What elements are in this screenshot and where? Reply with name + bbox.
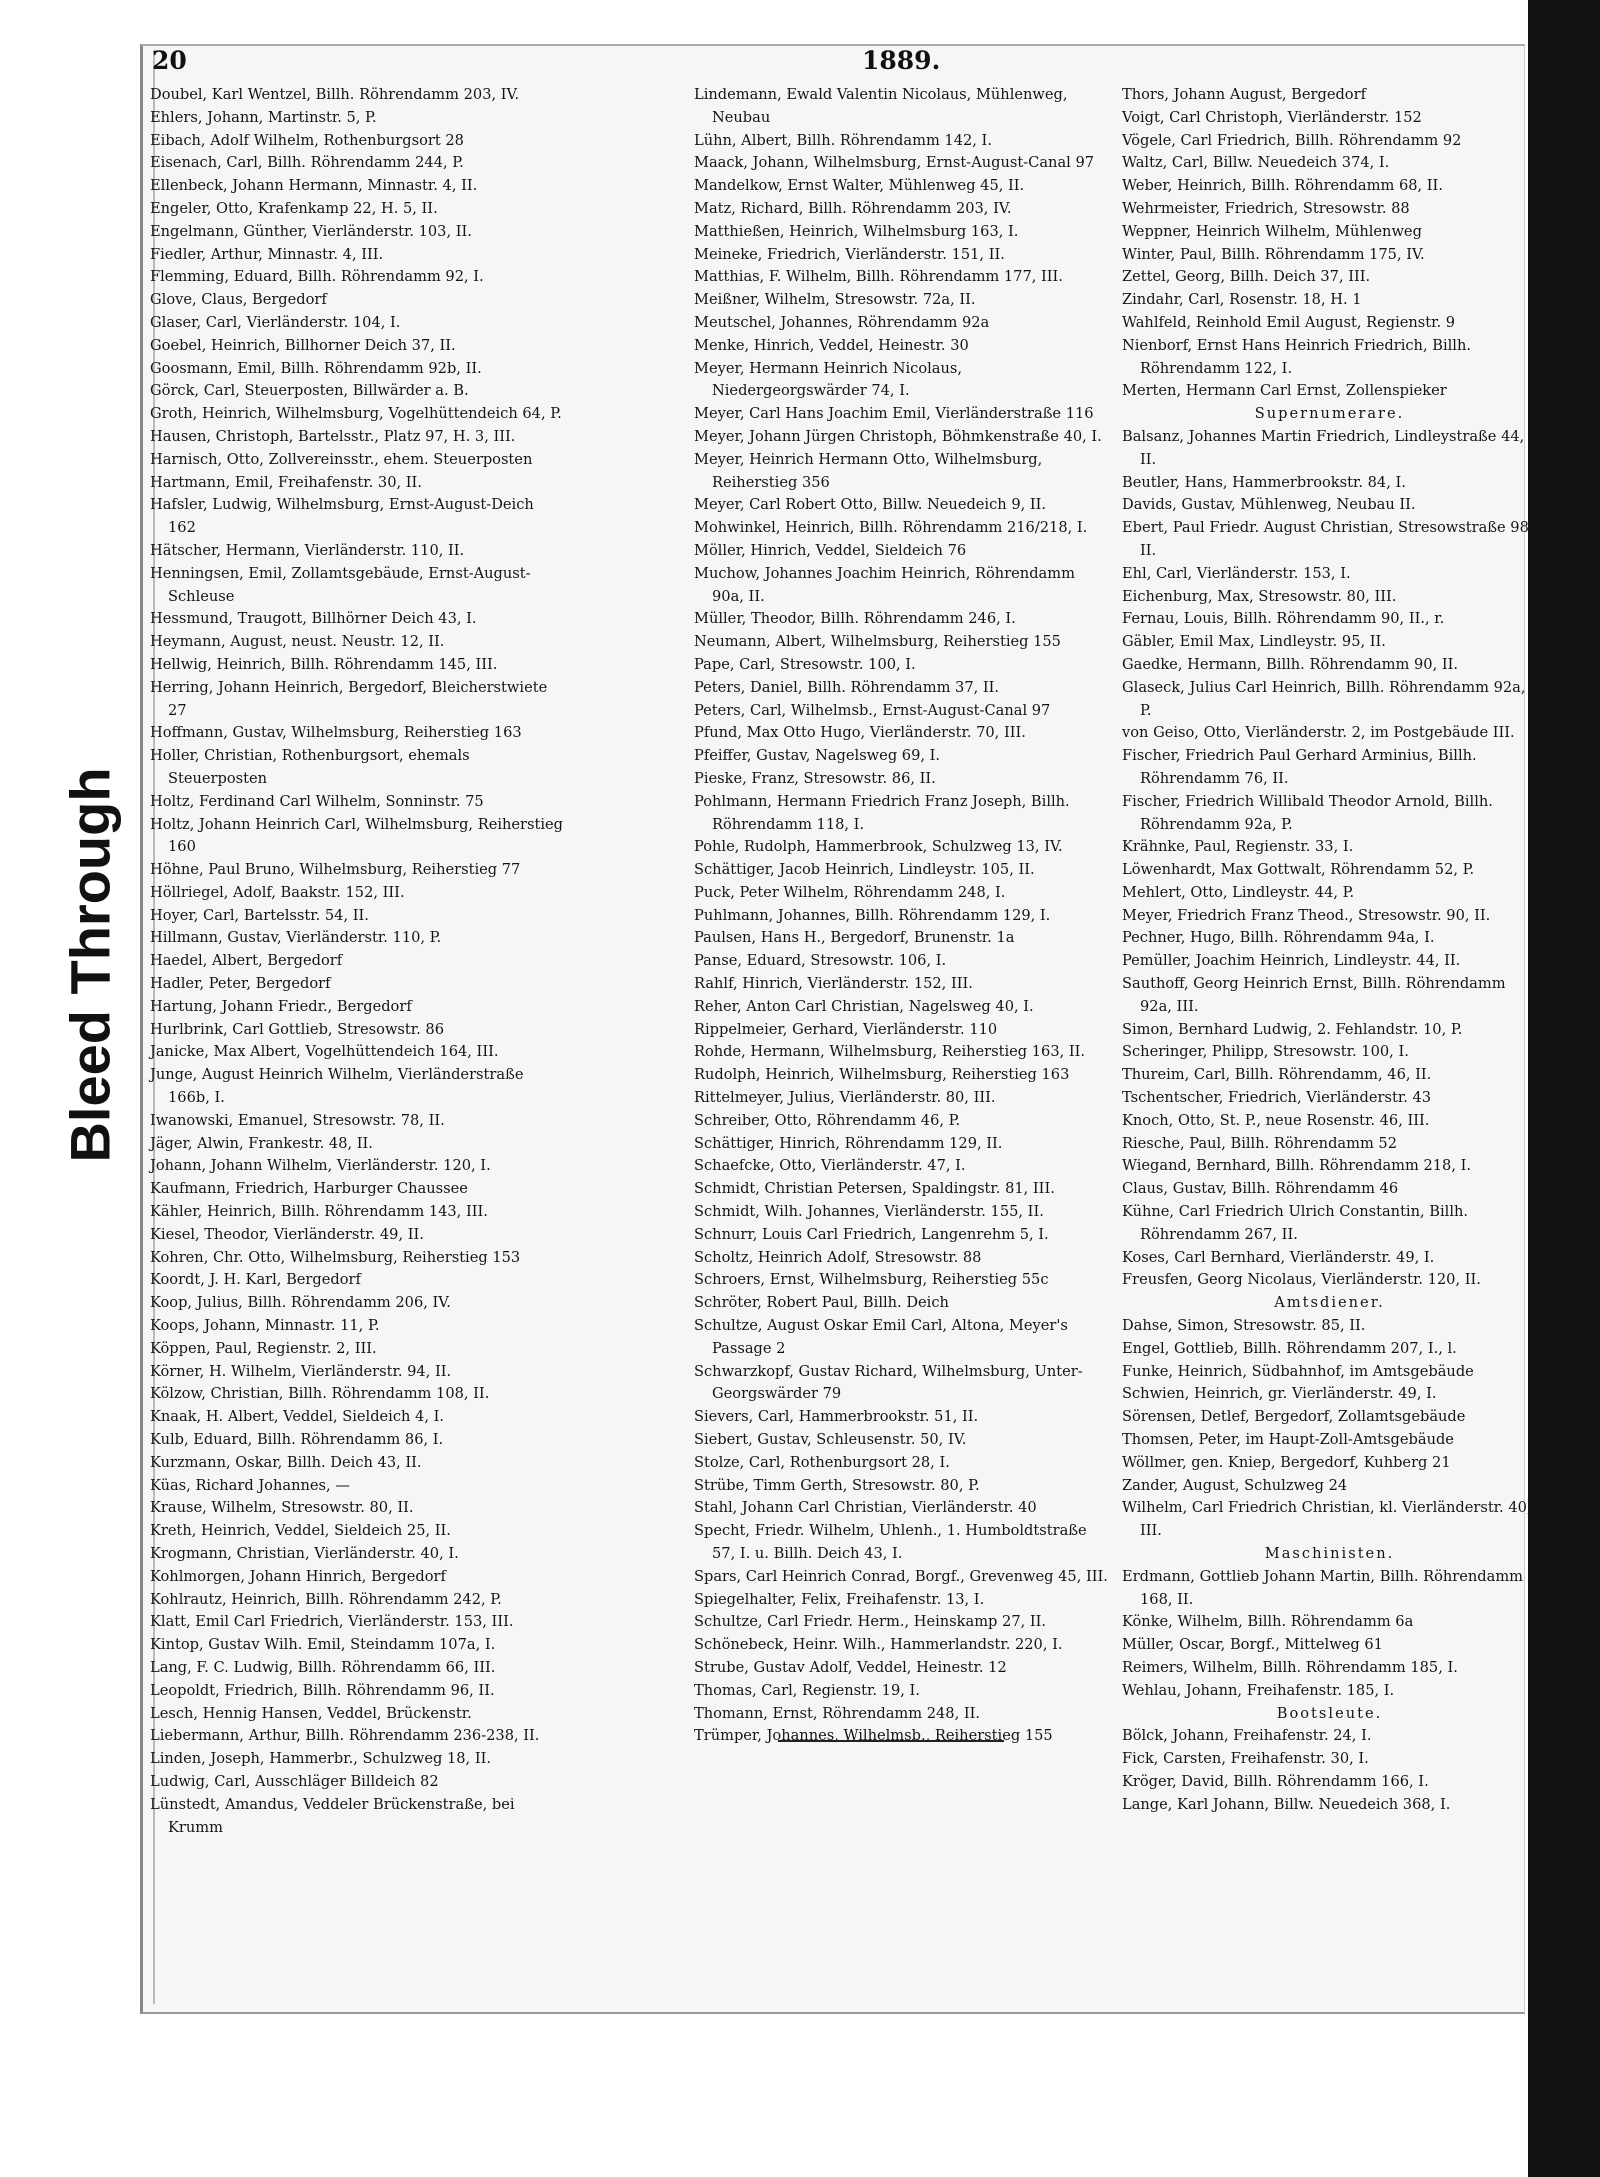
directory-entry: Herring, Johann Heinrich, Bergedorf, Bleicherstwiete 27	[150, 678, 548, 719]
directory-entry: Pechner, Hugo, Billh. Röhrendamm 94a, I.	[1122, 929, 1435, 947]
directory-entry: Wehlau, Johann, Freihafenstr. 185, I.	[1122, 1681, 1395, 1699]
directory-entry: Hillmann, Gustav, Vierländerstr. 110, P.	[150, 929, 442, 947]
directory-entry: Ellenbeck, Johann Hermann, Minnastr. 4, II.	[150, 177, 478, 195]
directory-entry: Hadler, Peter, Bergedorf	[150, 975, 331, 993]
directory-entry: Lange, Karl Johann, Billw. Neuedeich 368, I.	[1122, 1795, 1451, 1813]
directory-entry: Mehlert, Otto, Lindleystr. 44, P.	[1122, 883, 1355, 901]
directory-entry: Engeler, Otto, Krafenkamp 22, H. 5, II.	[150, 199, 438, 217]
directory-entry: Goosmann, Emil, Billh. Röhrendamm 92b, II.	[150, 359, 482, 377]
directory-entry: Kröger, David, Billh. Röhrendamm 166, I.	[1122, 1772, 1429, 1790]
section-heading: Amtsdiener.	[1274, 1294, 1385, 1312]
directory-entry: Krause, Wilhelm, Stresowstr. 80, II.	[150, 1499, 414, 1517]
directory-entry: Wahlfeld, Reinhold Emil August, Regienstr. 9	[1122, 313, 1456, 331]
directory-entry: Kohlmorgen, Johann Hinrich, Bergedorf	[150, 1567, 446, 1585]
directory-entry: Scheringer, Philipp, Stresowstr. 100, I.	[1122, 1043, 1409, 1061]
directory-entry: Pfund, Max Otto Hugo, Vierländerstr. 70, III.	[694, 724, 1026, 742]
directory-entry: Beutler, Hans, Hammerbrookstr. 84, I.	[1122, 473, 1406, 491]
directory-entry: Schättiger, Jacob Heinrich, Lindleystr. 105, II.	[694, 861, 1035, 879]
directory-entry: Fernau, Louis, Billh. Röhrendamm 90, II., r.	[1122, 610, 1445, 628]
directory-entry: Paulsen, Hans H., Bergedorf, Brunenstr. 1a	[694, 929, 1015, 947]
directory-entry: Könke, Wilhelm, Billh. Röhrendamm 6a	[1122, 1613, 1414, 1631]
page-number: 20	[152, 46, 187, 75]
directory-entry: Davids, Gustav, Mühlenweg, Neubau II.	[1122, 496, 1416, 514]
directory-entry: Kähler, Heinrich, Billh. Röhrendamm 143, III.	[150, 1203, 488, 1221]
directory-entry: Goebel, Heinrich, Billhorner Deich 37, II.	[150, 336, 456, 354]
directory-entry: Eisenach, Carl, Billh. Röhrendamm 244, P.	[150, 154, 464, 172]
directory-entry: Jäger, Alwin, Frankestr. 48, II.	[150, 1134, 373, 1152]
directory-entry: Linden, Joseph, Hammerbr., Schulzweg 18, II.	[150, 1750, 491, 1768]
directory-entry: Lang, F. C. Ludwig, Billh. Röhrendamm 66, III.	[150, 1658, 496, 1676]
directory-entry: Meyer, Carl Hans Joachim Emil, Vierländerstraße 116	[694, 405, 1094, 423]
directory-entry: Meineke, Friedrich, Vierländerstr. 151, II.	[694, 245, 1005, 263]
section-heading: Maschinisten.	[1264, 1545, 1395, 1562]
directory-entry: Glaser, Carl, Vierländerstr. 104, I.	[150, 313, 401, 331]
directory-entry: Schwien, Heinrich, gr. Vierländerstr. 49, I.	[1122, 1385, 1437, 1403]
directory-entry: Maack, Johann, Wilhelmsburg, Ernst-August-Canal 97	[694, 154, 1095, 172]
directory-entry: Flemming, Eduard, Billh. Röhrendamm 92, I.	[150, 268, 484, 286]
directory-entry: Hoffmann, Gustav, Wilhelmsburg, Reiherstieg 163	[150, 724, 522, 742]
directory-entry: Claus, Gustav, Billh. Röhrendamm 46	[1122, 1180, 1399, 1198]
directory-entry: Schroers, Ernst, Wilhelmsburg, Reiherstieg 55c	[694, 1271, 1049, 1289]
directory-entry: Lindemann, Ewald Valentin Nicolaus, Mühlenweg, Neubau	[694, 86, 1068, 126]
directory-entry: Thomas, Carl, Regienstr. 19, I.	[694, 1681, 920, 1699]
section-heading: Supernumerare.	[1254, 405, 1405, 423]
directory-entry: Peters, Carl, Wilhelmsb., Ernst-August-Canal 97	[694, 701, 1051, 719]
directory-entry: Glaseck, Julius Carl Heinrich, Billh. Röhrendamm 92a, P.	[1122, 678, 1526, 719]
page-year: 1889.	[862, 46, 941, 75]
directory-entry: Vögele, Carl Friedrich, Billh. Röhrendamm 92	[1122, 131, 1462, 149]
directory-entry: Koordt, J. H. Karl, Bergedorf	[150, 1271, 361, 1289]
black-scan-edge	[1528, 0, 1600, 2177]
directory-entry: Schwarzkopf, Gustav Richard, Wilhelmsburg, Unter-Georgswärder 79	[694, 1362, 1083, 1403]
directory-entry: Hoyer, Carl, Bartelsstr. 54, II.	[150, 906, 369, 924]
directory-entry: Muchow, Johannes Joachim Heinrich, Röhrendamm 90a, II.	[694, 564, 1075, 605]
directory-entry: Specht, Friedr. Wilhelm, Uhlenh., 1. Humboldtstraße 57, I. u. Billh. Deich 43, I.	[694, 1522, 1087, 1562]
directory-entry: Wiegand, Bernhard, Billh. Röhrendamm 218, I.	[1122, 1157, 1472, 1175]
directory-entry: Gaedke, Hermann, Billh. Röhrendamm 90, II.	[1122, 655, 1459, 673]
directory-entry: Schmidt, Wilh. Johannes, Vierländerstr. 155, II.	[694, 1203, 1044, 1221]
directory-entry: Meutschel, Johannes, Röhrendamm 92a	[694, 313, 990, 331]
directory-entry: Riesche, Paul, Billh. Röhrendamm 52	[1122, 1134, 1397, 1152]
directory-entry: Ehlers, Johann, Martinstr. 5, P.	[150, 108, 377, 126]
directory-entry: Wöllmer, gen. Kniep, Bergedorf, Kuhberg 21	[1122, 1453, 1451, 1471]
directory-entry: Ebert, Paul Friedr. August Christian, Stresowstraße 98, II.	[1122, 519, 1534, 559]
directory-entry: Funke, Heinrich, Südbahnhof, im Amtsgebäude	[1122, 1362, 1474, 1380]
directory-entry: Pfeiffer, Gustav, Nagelsweg 69, I.	[694, 747, 941, 765]
directory-entry: Rahlf, Hinrich, Vierländerstr. 152, III.	[694, 975, 973, 993]
directory-entry: Krähnke, Paul, Regienstr. 33, I.	[1122, 838, 1354, 856]
directory-entry: Schönebeck, Heinr. Wilh., Hammerlandstr. 220, I.	[694, 1636, 1063, 1654]
directory-entry: Fischer, Friedrich Willibald Theodor Arnold, Billh. Röhrendamm 92a, P.	[1122, 792, 1493, 833]
directory-entry: Kohlrautz, Heinrich, Billh. Röhrendamm 242, P.	[150, 1590, 502, 1608]
directory-entry: Zettel, Georg, Billh. Deich 37, III.	[1122, 268, 1371, 286]
directory-entry: Stahl, Johann Carl Christian, Vierländerstr. 40	[694, 1499, 1037, 1517]
directory-entry: Meyer, Johann Jürgen Christoph, Böhmkenstraße 40, I.	[694, 427, 1102, 445]
directory-entry: Krogmann, Christian, Vierländerstr. 40, I.	[150, 1545, 459, 1562]
directory-entry: Kreth, Heinrich, Veddel, Sieldeich 25, II.	[150, 1522, 451, 1540]
directory-entry: Kulb, Eduard, Billh. Röhrendamm 86, I.	[150, 1431, 444, 1449]
directory-entry: Eibach, Adolf Wilhelm, Rothenburgsort 28	[150, 131, 464, 149]
directory-entry: Rittelmeyer, Julius, Vierländerstr. 80, III.	[694, 1089, 996, 1107]
directory-entry: Harnisch, Otto, Zollvereinsstr., ehem. Steuerposten	[150, 450, 533, 468]
directory-entry: Haedel, Albert, Bergedorf	[150, 952, 343, 970]
directory-entry: Merten, Hermann Carl Ernst, Zollenspieker	[1122, 382, 1447, 400]
directory-entry: Schnurr, Louis Carl Friedrich, Langenrehm 5, I.	[694, 1225, 1049, 1243]
directory-entry: Weppner, Heinrich Wilhelm, Mühlenweg	[1122, 222, 1422, 240]
directory-entry: Fischer, Friedrich Paul Gerhard Arminius, Billh. Röhrendamm 76, II.	[1122, 747, 1477, 787]
directory-entry: Strube, Gustav Adolf, Veddel, Heinestr. 12	[694, 1658, 1007, 1676]
directory-entry: Sauthoff, Georg Heinrich Ernst, Billh. Röhrendamm 92a, III.	[1122, 975, 1506, 1015]
directory-entry: Johann, Johann Wilhelm, Vierländerstr. 120, I.	[150, 1157, 491, 1175]
directory-entry: Pemüller, Joachim Heinrich, Lindleystr. 44, II.	[1122, 952, 1461, 970]
directory-entry: Koses, Carl Bernhard, Vierländerstr. 49, I.	[1122, 1248, 1435, 1266]
directory-entry: Schröter, Robert Paul, Billh. Deich	[694, 1294, 949, 1312]
directory-entry: Leopoldt, Friedrich, Billh. Röhrendamm 96, II.	[150, 1681, 495, 1699]
directory-entry: Sörensen, Detlef, Bergedorf, Zollamtsgebäude	[1122, 1408, 1466, 1426]
directory-entry: Fick, Carsten, Freihafenstr. 30, I.	[1122, 1750, 1369, 1768]
directory-entry: Meyer, Carl Robert Otto, Billw. Neuedeich 9, II.	[694, 496, 1047, 514]
directory-entry: Holtz, Johann Heinrich Carl, Wilhelmsburg, Reiherstieg 160	[150, 815, 564, 856]
directory-entry: Hellwig, Heinrich, Billh. Röhrendamm 145, III.	[150, 655, 498, 673]
directory-entry: Schultze, Carl Friedr. Herm., Heinskamp 27, II.	[694, 1613, 1047, 1631]
directory-entry: Schättiger, Hinrich, Röhrendamm 129, II.	[694, 1134, 1003, 1152]
directory-entry: Meyer, Friedrich Franz Theod., Stresowstr. 90, II.	[1122, 906, 1491, 924]
directory-entry: Matthias, F. Wilhelm, Billh. Röhrendamm 177, III.	[694, 268, 1063, 286]
directory-entry: Schaefcke, Otto, Vierländerstr. 47, I.	[694, 1157, 966, 1175]
directory-entry: Meißner, Wilhelm, Stresowstr. 72a, II.	[694, 291, 976, 309]
directory-entry: Fiedler, Arthur, Minnastr. 4, III.	[150, 245, 384, 263]
directory-entry: Tschentscher, Friedrich, Vierländerstr. 43	[1122, 1089, 1432, 1107]
directory-entry: Klatt, Emil Carl Friedrich, Vierländerstr. 153, III.	[150, 1613, 514, 1631]
directory-entry: Menke, Hinrich, Veddel, Heinestr. 30	[694, 336, 969, 354]
column-right	[1122, 84, 1537, 1817]
directory-entry: Weber, Heinrich, Billh. Röhrendamm 68, II.	[1122, 177, 1443, 195]
directory-entry: Neumann, Albert, Wilhelmsburg, Reiherstieg 155	[694, 633, 1061, 651]
directory-entry: Hartmann, Emil, Freihafenstr. 30, II.	[150, 473, 422, 491]
directory-entry: Panse, Eduard, Stresowstr. 106, I.	[694, 952, 947, 970]
directory-entry: Pieske, Franz, Stresowstr. 86, II.	[694, 769, 936, 787]
directory-entry: Pohle, Rudolph, Hammerbrook, Schulzweg 13, IV.	[694, 838, 1063, 856]
column-left	[150, 84, 565, 1839]
directory-entry: Zindahr, Carl, Rosenstr. 18, H. 1	[1122, 291, 1362, 309]
directory-entry: Holler, Christian, Rothenburgsort, ehemals Steuerposten	[150, 747, 470, 787]
directory-entry: Thors, Johann August, Bergedorf	[1122, 86, 1366, 103]
directory-entry: Hausen, Christoph, Bartelsstr., Platz 97, H. 3, III.	[150, 427, 516, 445]
directory-entry: Sievers, Carl, Hammerbrookstr. 51, II.	[694, 1408, 979, 1426]
section-heading: Bootsleute.	[1276, 1704, 1383, 1722]
directory-entry: Erdmann, Gottlieb Johann Martin, Billh. Röhrendamm 168, II.	[1122, 1567, 1524, 1608]
directory-entry: Peters, Daniel, Billh. Röhrendamm 37, II.	[694, 678, 1000, 696]
directory-entry: Knoch, Otto, St. P., neue Rosenstr. 46, III.	[1122, 1111, 1430, 1129]
directory-entry: Doubel, Karl Wentzel, Billh. Röhrendamm 203, IV.	[150, 86, 520, 103]
directory-entry: Engel, Gottlieb, Billh. Röhrendamm 207, I., l.	[1122, 1339, 1457, 1357]
directory-entry: Körner, H. Wilhelm, Vierländerstr. 94, II.	[150, 1362, 452, 1380]
directory-entry: Thomsen, Peter, im Haupt-Zoll-Amtsgebäude	[1122, 1431, 1454, 1449]
directory-entry: Mohwinkel, Heinrich, Billh. Röhrendamm 216/218, I.	[694, 519, 1088, 537]
directory-entry: Reher, Anton Carl Christian, Nagelsweg 40, I.	[694, 997, 1034, 1015]
directory-entry: Köppen, Paul, Regienstr. 2, III.	[150, 1339, 377, 1357]
directory-entry: Simon, Bernhard Ludwig, 2. Fehlandstr. 10, P.	[1122, 1020, 1463, 1038]
directory-entry: Kurzmann, Oskar, Billh. Deich 43, II.	[150, 1453, 422, 1471]
directory-entry: Koop, Julius, Billh. Röhrendamm 206, IV.	[150, 1294, 451, 1312]
directory-entry: Reimers, Wilhelm, Billh. Röhrendamm 185, I.	[1122, 1658, 1458, 1676]
directory-entry: Glove, Claus, Bergedorf	[150, 291, 327, 309]
directory-entry: Eichenburg, Max, Stresowstr. 80, III.	[1122, 587, 1397, 605]
directory-entry: Lühn, Albert, Billh. Röhrendamm 142, I.	[694, 131, 992, 149]
directory-entry: Groth, Heinrich, Wilhelmsburg, Vogelhüttendeich 64, P.	[150, 405, 562, 423]
directory-entry: Schmidt, Christian Petersen, Spaldingstr. 81, III.	[694, 1180, 1055, 1198]
directory-entry: Pohlmann, Hermann Friedrich Franz Joseph, Billh. Röhrendamm 118, I.	[694, 792, 1070, 833]
directory-entry: Kiesel, Theodor, Vierländerstr. 49, II.	[150, 1225, 424, 1243]
directory-entry: Rudolph, Heinrich, Wilhelmsburg, Reiherstieg 163	[694, 1066, 1070, 1084]
bleed-through-label	[54, 725, 126, 1205]
directory-entry: Voigt, Carl Christoph, Vierländerstr. 152	[1122, 108, 1422, 126]
directory-entry: Möller, Hinrich, Veddel, Sieldeich 76	[694, 541, 967, 559]
directory-entry: Matthießen, Heinrich, Wilhelmsburg 163, I.	[694, 222, 1019, 240]
directory-entry: Schreiber, Otto, Röhrendamm 46, P.	[694, 1111, 961, 1129]
directory-entry: Janicke, Max Albert, Vogelhüttendeich 164, III.	[150, 1043, 499, 1061]
directory-entry: Hartung, Johann Friedr., Bergedorf	[150, 997, 412, 1015]
directory-entry: Freusfen, Georg Nicolaus, Vierländerstr. 120, II.	[1122, 1271, 1481, 1289]
directory-entry: Liebermann, Arthur, Billh. Röhrendamm 236-238, II.	[150, 1727, 540, 1745]
directory-entry: von Geiso, Otto, Vierländerstr. 2, im Postgebäude III.	[1122, 724, 1515, 742]
directory-entry: Iwanowski, Emanuel, Stresowstr. 78, II.	[150, 1111, 445, 1129]
directory-entry: Rohde, Hermann, Wilhelmsburg, Reiherstieg 163, II.	[694, 1043, 1086, 1061]
directory-entry: Waltz, Carl, Billw. Neuedeich 374, I.	[1122, 154, 1390, 172]
directory-entry: Junge, August Heinrich Wilhelm, Vierländerstraße 166b, I.	[150, 1066, 524, 1107]
directory-entry: Stolze, Carl, Rothenburgsort 28, I.	[694, 1453, 950, 1471]
bleed-through-text: Bleed Through	[58, 767, 122, 1163]
directory-entry: Strübe, Timm Gerth, Stresowstr. 80, P.	[694, 1476, 980, 1494]
directory-entry: Mandelkow, Ernst Walter, Mühlenweg 45, II.	[694, 177, 1025, 195]
directory-entry: Pape, Carl, Stresowstr. 100, I.	[694, 655, 916, 673]
directory-entry: Heymann, August, neust. Neustr. 12, II.	[150, 633, 445, 651]
column-middle	[694, 84, 1109, 1748]
directory-entry: Ehl, Carl, Vierländerstr. 153, I.	[1122, 564, 1351, 582]
directory-entry: Nienborf, Ernst Hans Heinrich Friedrich, Billh. Röhrendamm 122, I.	[1122, 336, 1472, 377]
directory-entry: Kühne, Carl Friedrich Ulrich Constantin, Billh. Röhrendamm 267, II.	[1122, 1203, 1469, 1243]
directory-entry: Scholtz, Heinrich Adolf, Stresowstr. 88	[694, 1248, 982, 1266]
directory-entry: Müller, Oscar, Borgf., Mittelweg 61	[1122, 1636, 1383, 1654]
directory-entry: Holtz, Ferdinand Carl Wilhelm, Sonninstr. 75	[150, 792, 484, 810]
directory-entry: Ludwig, Carl, Ausschläger Billdeich 82	[150, 1772, 439, 1790]
directory-entry: Görck, Carl, Steuerposten, Billwärder a. B.	[150, 382, 469, 400]
directory-entry: Thomann, Ernst, Röhrendamm 248, II.	[694, 1704, 981, 1722]
directory-entry: Balsanz, Johannes Martin Friedrich, Lindleystraße 44, II.	[1122, 427, 1525, 468]
directory-entry: Höhne, Paul Bruno, Wilhelmsburg, Reiherstieg 77	[150, 861, 521, 879]
directory-entry: Dahse, Simon, Stresowstr. 85, II.	[1122, 1317, 1366, 1335]
directory-entry: Engelmann, Günther, Vierländerstr. 103, II.	[150, 222, 472, 240]
directory-entry: Siebert, Gustav, Schleusenstr. 50, IV.	[694, 1431, 967, 1449]
directory-entry: Puhlmann, Johannes, Billh. Röhrendamm 129, I.	[694, 906, 1051, 924]
directory-entry: Kölzow, Christian, Billh. Röhrendamm 108, II.	[150, 1385, 490, 1403]
directory-entry: Puck, Peter Wilhelm, Röhrendamm 248, I.	[694, 883, 1006, 901]
directory-entry: Höllriegel, Adolf, Baakstr. 152, III.	[150, 883, 405, 901]
directory-entry: Trümper, Johannes, Wilhelmsb., Reiherstieg 155	[694, 1727, 1053, 1745]
directory-entry: Matz, Richard, Billh. Röhrendamm 203, IV.	[694, 199, 1012, 217]
directory-entry: Koops, Johann, Minnastr. 11, P.	[150, 1317, 380, 1335]
directory-entry: Rippelmeier, Gerhard, Vierländerstr. 110	[694, 1020, 998, 1038]
directory-entry: Schultze, August Oskar Emil Carl, Altona, Meyer's Passage 2	[694, 1317, 1068, 1357]
directory-entry: Müller, Theodor, Billh. Röhrendamm 246, I.	[694, 610, 1016, 628]
directory-entry: Löwenhardt, Max Gottwalt, Röhrendamm 52, P.	[1122, 861, 1475, 879]
directory-entry: Winter, Paul, Billh. Röhrendamm 175, IV.	[1122, 245, 1425, 263]
directory-entry: Meyer, Heinrich Hermann Otto, Wilhelmsburg, Reiherstieg 356	[694, 450, 1043, 491]
directory-entry: Henningsen, Emil, Zollamtsgebäude, Ernst-August-Schleuse	[150, 564, 531, 605]
directory-entry: Spars, Carl Heinrich Conrad, Borgf., Grevenweg 45, III.	[694, 1567, 1108, 1585]
directory-entry: Lünstedt, Amandus, Veddeler Brückenstraße, bei Krumm	[150, 1795, 515, 1836]
directory-entry: Spiegelhalter, Felix, Freihafenstr. 13, I.	[694, 1590, 985, 1608]
bottom-rule	[778, 1740, 1004, 1742]
directory-entry: Hafsler, Ludwig, Wilhelmsburg, Ernst-August-Deich 162	[150, 496, 534, 537]
directory-entry: Gäbler, Emil Max, Lindleystr. 95, II.	[1122, 633, 1386, 651]
directory-entry: Hurlbrink, Carl Gottlieb, Stresowstr. 86	[150, 1020, 445, 1038]
directory-entry: Zander, August, Schulzweg 24	[1122, 1476, 1348, 1494]
directory-entry: Wilhelm, Carl Friedrich Christian, kl. Vierländerstr. 40, III.	[1122, 1499, 1532, 1540]
directory-entry: Lesch, Hennig Hansen, Veddel, Brückenstr.	[150, 1704, 472, 1722]
directory-entry: Kintop, Gustav Wilh. Emil, Steindamm 107a, I.	[150, 1636, 496, 1654]
directory-entry: Knaak, H. Albert, Veddel, Sieldeich 4, I.	[150, 1408, 445, 1426]
directory-entry: Küas, Richard Johannes, —	[150, 1476, 350, 1494]
directory-entry: Hessmund, Traugott, Billhörner Deich 43, I.	[150, 610, 477, 628]
directory-entry: Hätscher, Hermann, Vierländerstr. 110, II.	[150, 541, 465, 559]
directory-entry: Kohren, Chr. Otto, Wilhelmsburg, Reiherstieg 153	[150, 1248, 521, 1266]
directory-entry: Kaufmann, Friedrich, Harburger Chaussee	[150, 1180, 468, 1198]
directory-entry: Meyer, Hermann Heinrich Nicolaus, Niedergeorgswärder 74, I.	[694, 359, 963, 400]
directory-entry: Bölck, Johann, Freihafenstr. 24, I.	[1122, 1727, 1372, 1745]
directory-entry: Thureim, Carl, Billh. Röhrendamm, 46, II.	[1122, 1066, 1432, 1084]
directory-entry: Wehrmeister, Friedrich, Stresowstr. 88	[1122, 199, 1410, 217]
